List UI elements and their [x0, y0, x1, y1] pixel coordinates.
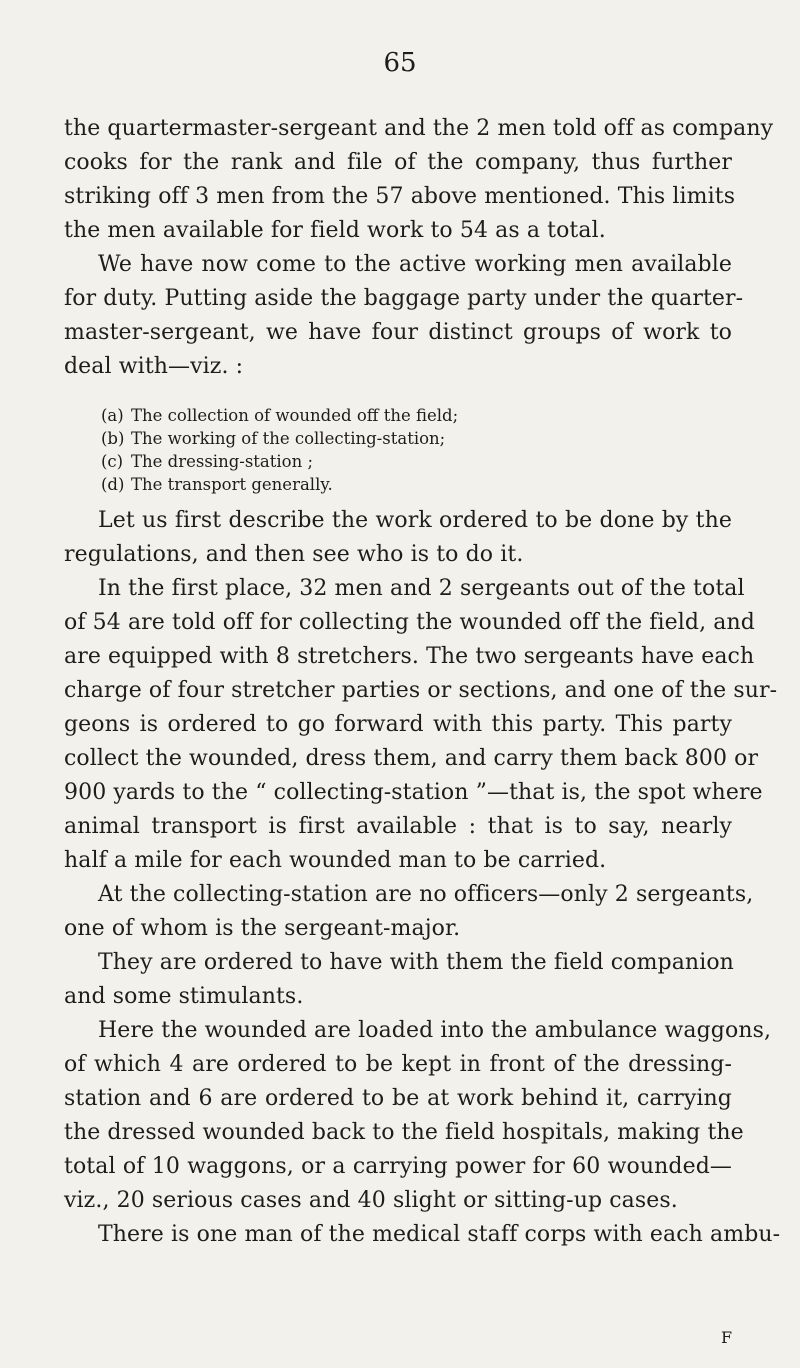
list-item: [101, 452, 313, 472]
text-line: Let us first describe the work ordered to be done by the: [98, 508, 732, 533]
page-number: 65: [383, 48, 417, 78]
list-marker: (d): [101, 475, 125, 494]
list-item-text: The dressing-station ;: [131, 452, 314, 471]
text-line: the dressed wounded back to the field hospitals, making the: [64, 1120, 744, 1145]
text-line: viz., 20 serious cases and 40 slight or sitting-up cases.: [64, 1188, 678, 1213]
signature-mark: F: [721, 1328, 733, 1347]
text-line: and some stimulants.: [64, 984, 304, 1009]
list-marker: (b): [101, 429, 125, 448]
text-line: one of whom is the sergeant-major.: [64, 916, 461, 941]
text-line: of 54 are told off for collecting the wounded off the field, and: [64, 610, 755, 635]
list-item-text: The collection of wounded off the field;: [131, 406, 459, 425]
text-line: charge of four stretcher parties or sections, and one of the sur-: [64, 678, 778, 703]
text-line: half a mile for each wounded man to be carried.: [64, 848, 607, 873]
list-item: [101, 406, 458, 426]
text-line: station and 6 are ordered to be at work behind it, carrying: [64, 1086, 732, 1111]
list-item-text: The transport generally.: [131, 475, 333, 494]
text-line: deal with—viz. :: [64, 354, 244, 379]
list-item: [101, 475, 333, 495]
text-line: collect the wounded, dress them, and carry them back 800 or: [64, 746, 759, 771]
list-item: [101, 429, 445, 449]
text-line: In the first place, 32 men and 2 sergeants out of the total: [98, 576, 745, 601]
text-line: of which 4 are ordered to be kept in front of the dressing-: [64, 1052, 732, 1077]
text-line: animal transport is first available : that is to say, nearly: [64, 814, 732, 839]
text-line: total of 10 waggons, or a carrying power for 60 wounded—: [64, 1154, 732, 1179]
text-line: the men available for field work to 54 as a total.: [64, 218, 606, 243]
text-line: We have now come to the active working men available: [98, 252, 732, 277]
list-marker: (c): [101, 452, 124, 471]
text-line: At the collecting-station are no officers—only 2 sergeants,: [98, 882, 754, 907]
text-line: cooks for the rank and file of the company, thus further: [64, 150, 732, 175]
list-item-text: The working of the collecting-station;: [131, 429, 446, 448]
text-line: striking off 3 men from the 57 above mentioned. This limits: [64, 184, 736, 209]
text-line: are equipped with 8 stretchers. The two sergeants have each: [64, 644, 755, 669]
text-line: for duty. Putting aside the baggage party under the quarter-: [64, 286, 744, 311]
text-line: regulations, and then see who is to do it.: [64, 542, 524, 567]
list-marker: (a): [101, 406, 124, 425]
text-line: There is one man of the medical staff corps with each ambu-: [98, 1222, 781, 1247]
text-line: the quartermaster-sergeant and the 2 men told off as company: [64, 116, 774, 141]
text-line: 900 yards to the “ collecting-station ”—that is, the spot where: [64, 780, 763, 805]
text-line: They are ordered to have with them the field companion: [98, 950, 734, 975]
text-line: geons is ordered to go forward with this party. This party: [64, 712, 732, 737]
text-line: Here the wounded are loaded into the ambulance waggons,: [98, 1018, 772, 1043]
text-line: master-sergeant, we have four distinct groups of work to: [64, 320, 732, 345]
